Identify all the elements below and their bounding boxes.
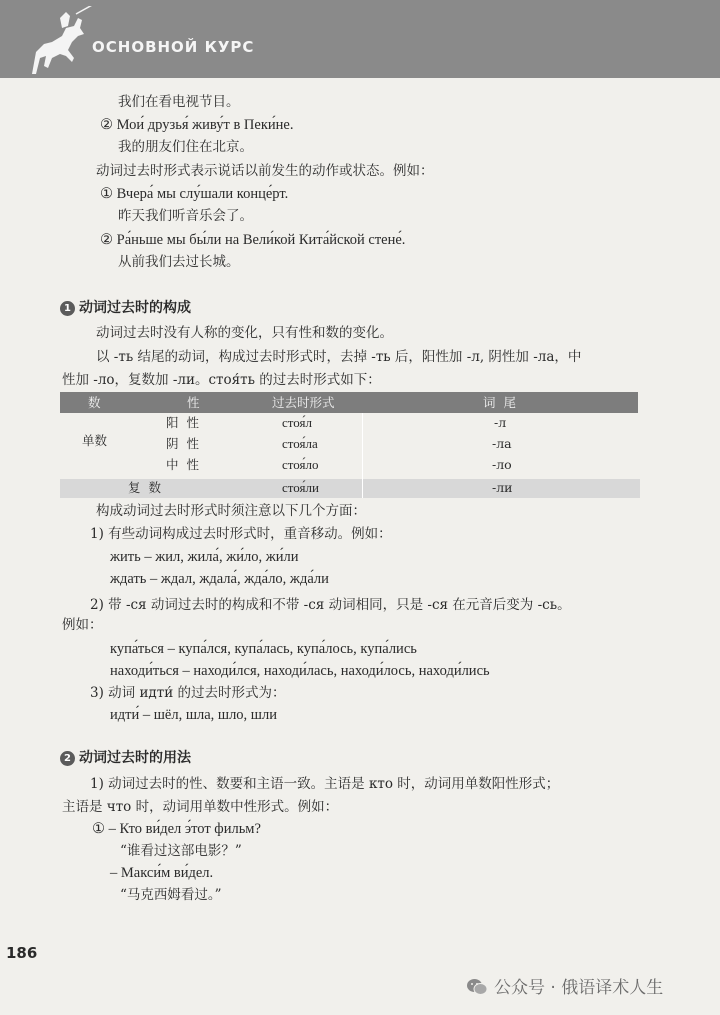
table-cell-number: 单数 <box>82 433 108 448</box>
table-header-cell: 过去时形式 <box>272 395 335 410</box>
text-line: 动词过去时没有人称的变化，只有性和数的变化。 <box>96 325 393 341</box>
table-cell-ending: -л <box>494 415 507 430</box>
page-number: 186 <box>6 944 38 962</box>
text-line: 我的朋友们住在北京。 <box>118 139 253 155</box>
example-sentence: купа́ться – купа́лся, купа́лась, купа́лось, купа́лись <box>110 641 417 657</box>
example-sentence: ② Мои́ друзья́ живу́т в Пеки́не. <box>100 117 294 133</box>
table-cell-ending: -ли <box>492 480 513 495</box>
table-cell-form: стоя́ли <box>282 480 319 495</box>
table-cell-gender: 中 性 <box>166 457 199 472</box>
text-line: 从前我们去过长城。 <box>118 254 240 270</box>
text-line: 1) 动词过去时的性、数要和主语一致。主语是 кто 时，动词用单数阳性形式； <box>90 776 560 792</box>
text-line: 主语是 что 时，动词用单数中性形式。例如： <box>62 799 339 815</box>
section-number-badge: 2 <box>60 751 75 766</box>
example-sentence: ② Ра́ньше мы бы́ли на Вели́кой Кита́йской стене́. <box>100 232 406 248</box>
section-title: 动词过去时的构成 <box>79 300 191 316</box>
example-sentence: идти́ – шёл, шла, шло, шли <box>110 707 277 723</box>
text-line: 3) 动词 идти́ 的过去时形式为： <box>90 685 286 701</box>
text-line: 动词过去时形式表示说话以前发生的动作或状态。例如： <box>96 163 434 179</box>
section-number-badge: 1 <box>60 301 75 316</box>
table-cell-form: стоя́ла <box>282 436 318 451</box>
text-line: 我们在看电视节目。 <box>118 94 240 110</box>
table-divider <box>362 413 363 498</box>
table-cell-gender: 阳 性 <box>166 415 199 430</box>
table-header-cell: 词 尾 <box>483 395 516 410</box>
text-line: 构成动词过去时形式时须注意以下几个方面： <box>96 503 366 519</box>
example-sentence: – Макси́м ви́дел. <box>110 865 214 881</box>
text-line: 2) 带 -ся 动词过去时的构成和不带 -ся 动词相同，只是 -ся 在元音后变为 -сь。 <box>90 597 571 613</box>
table-cell-form: стоя́ло <box>282 457 319 472</box>
table-header-row <box>60 392 638 413</box>
section-heading <box>60 749 191 767</box>
table-header-cell: 数 <box>88 395 101 410</box>
text-line: 例如： <box>62 617 103 633</box>
watermark <box>466 973 663 998</box>
table-cell-ending: -ла <box>492 436 512 451</box>
watermark-text: 公众号 · 俄语译术人生 <box>494 978 664 998</box>
example-sentence: жить – жил, жила́, жи́ло, жи́ли <box>110 549 299 565</box>
text-line: “马克西姆看过。” <box>120 887 222 903</box>
example-sentence: находи́ться – находи́лся, находи́лась, находи́лось, находи́лись <box>110 663 490 679</box>
text-line: 昨天我们听音乐会了。 <box>118 208 253 224</box>
text-line: 性加 -ло，复数加 -ли。стоя́ть 的过去时形式如下： <box>62 372 381 388</box>
example-sentence: ① – Кто ви́дел э́тот фильм? <box>92 821 261 837</box>
table-cell-form: стоя́л <box>282 415 312 430</box>
table-cell-gender: 复 数 <box>128 480 161 495</box>
conjugation-table <box>60 392 640 498</box>
section-title: 动词过去时的用法 <box>79 750 191 766</box>
example-sentence: ждать – ждал, ждала́, жда́ло, жда́ли <box>110 571 329 587</box>
table-cell-ending: -ло <box>492 457 512 472</box>
text-line: 以 -ть 结尾的动词，构成过去时形式时，去掉 -ть 后，阳性加 -л, 阴性加 -ла，中 <box>96 349 582 365</box>
table-header-cell: 性 <box>187 395 200 410</box>
wechat-icon <box>466 978 488 996</box>
table-cell-gender: 阴 性 <box>166 436 199 451</box>
header-title: ОСНОВНОЙ КУРС <box>92 38 255 56</box>
text-line: 1) 有些动词构成过去时形式时，重音移动。例如： <box>90 526 392 542</box>
example-sentence: ① Вчера́ мы слу́шали конце́рт. <box>100 186 289 202</box>
text-line: “谁看过这部电影？” <box>120 843 242 859</box>
section-heading <box>60 299 191 317</box>
page-header <box>0 0 720 78</box>
